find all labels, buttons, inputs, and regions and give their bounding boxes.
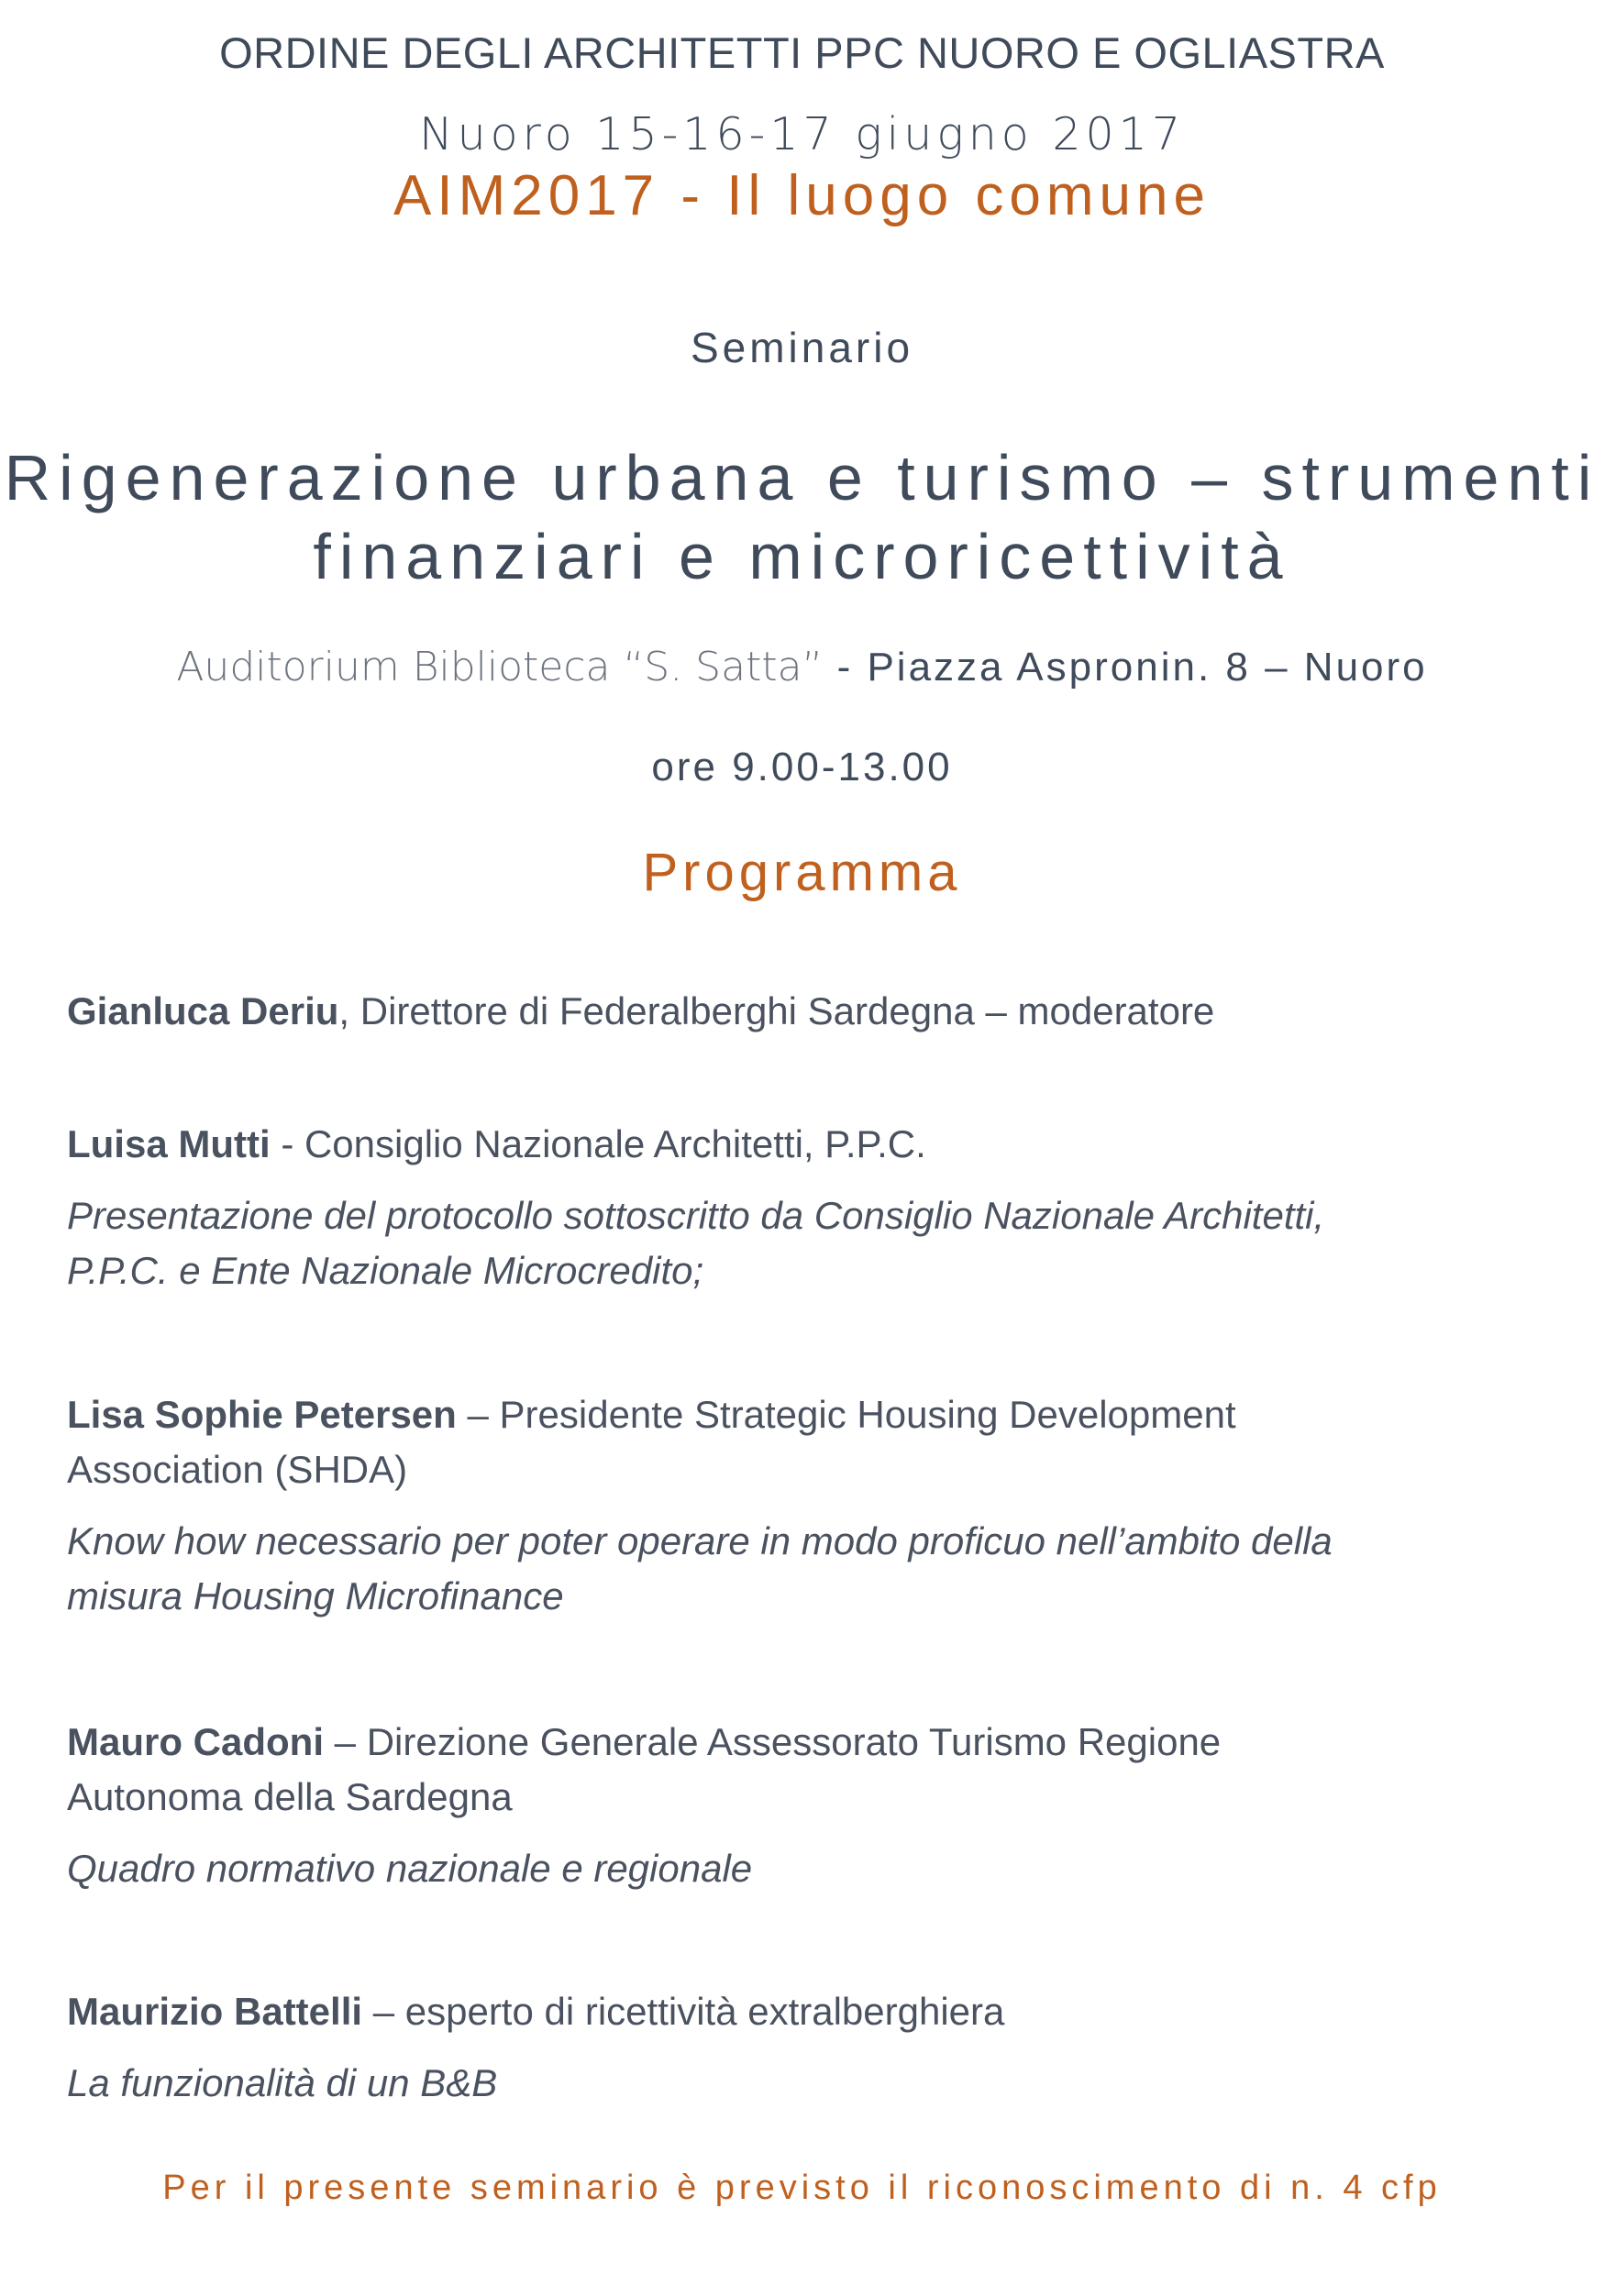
organization-name: ORDINE DEGLI ARCHITETTI PPC NUORO E OGLIASTRA [219,28,1385,77]
speaker-name: Maurizio Battelli [67,1990,363,2033]
speaker-role-line-2: Autonoma della Sardegna [67,1775,513,1818]
credits-note: Per il presente seminario è previsto il riconoscimento di n. 4 cfp [162,2169,1442,2207]
speaker-item [67,1117,1553,1298]
event-dates: Nuoro 15-16-17 giugno 2017 [418,108,1186,160]
seminar-title-line-1: Rigenerazione urbana e turismo – strumenti [4,442,1600,513]
speaker-role-line-2: Association (SHDA) [67,1448,408,1491]
seminar-title-line-2: finanziari e microricettività [313,521,1291,592]
program-heading: Programma [642,843,962,902]
speaker-role: – esperto di ricettività extralberghiera [362,1990,1005,2033]
speaker-name: Lisa Sophie Petersen [67,1393,457,1436]
speaker-item [67,1715,1553,1896]
venue-name: Auditorium Biblioteca “S. Satta” [176,644,824,690]
speaker-name: Gianluca Deriu [67,989,339,1032]
speaker-topic-line-1: Quadro normativo nazionale e regionale [67,1847,753,1890]
speaker-topic-line-1: La funzionalità di un B&B [67,2061,498,2104]
speaker-role: , Direttore di Federalberghi Sardegna – moderatore [338,989,1215,1032]
speaker-topic-line-1: Know how necessario per poter operare in modo proficuo nell’ambito della [67,1519,1333,1562]
seminar-hours: ore 9.00-13.00 [651,745,953,789]
speaker-topic-line-2: P.P.C. e Ente Nazionale Microcredito; [67,1249,704,1292]
venue [0,644,1604,690]
speaker-topic-line-2: misura Housing Microfinance [67,1574,564,1617]
seminar-kind: Seminario [690,324,914,371]
speaker-item [67,1387,1553,1624]
speaker-role: – Direzione Generale Assessorato Turismo Regione [324,1720,1222,1763]
speaker-name: Luisa Mutti [67,1122,271,1165]
speaker-item [67,1984,1553,2111]
speaker-name: Mauro Cadoni [67,1720,324,1763]
speaker-role: – Presidente Strategic Housing Development [456,1393,1236,1436]
speaker-role: - Consiglio Nazionale Architetti, P.P.C. [270,1122,926,1165]
seminar-title [0,438,1604,596]
speaker-item [67,984,1553,1039]
event-title: AIM2017 - Il luogo comune [393,164,1211,227]
speaker-topic-line-1: Presentazione del protocollo sottoscritto da Consiglio Nazionale Architetti, [67,1194,1325,1237]
venue-address: - Piazza Aspronin. 8 – Nuoro [823,645,1428,690]
